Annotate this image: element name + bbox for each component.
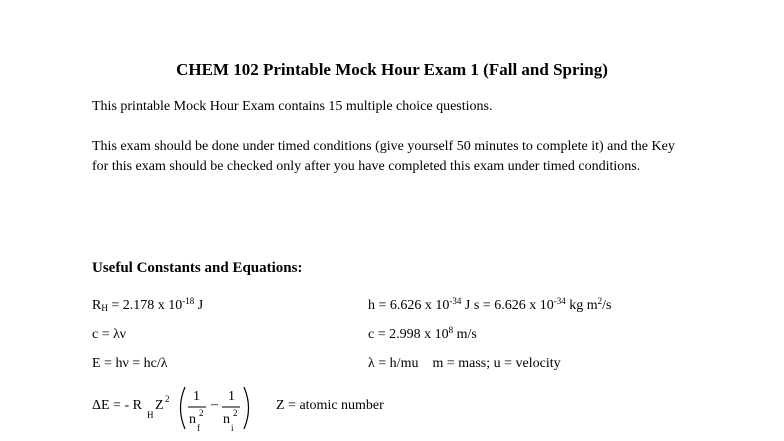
light-speed-exp: 8: [448, 325, 454, 335]
constants-heading: Useful Constants and Equations:: [92, 260, 303, 276]
fraction-2-n: n: [223, 412, 230, 427]
de-broglie-definition: m = mass; u = velocity: [432, 356, 561, 371]
wave-speed-equation: c = λν: [92, 327, 126, 342]
planck-part-4: /s: [602, 298, 612, 313]
planck-exp-3: 2: [597, 296, 603, 306]
light-speed-part-1: c = 2.998 x 10: [368, 327, 449, 342]
planck-exp-1: -34: [449, 296, 462, 306]
fraction-1-sq: 2: [199, 408, 204, 418]
fraction-2-sub-i: i: [231, 423, 234, 433]
planck-part-2: J s = 6.626 x 10: [461, 298, 554, 313]
rydberg-constant: [92, 298, 203, 314]
rydberg-sub: H: [101, 303, 108, 313]
rydberg-symbol: R: [92, 298, 102, 313]
rydberg-unit: J: [194, 298, 204, 313]
delta-e-z: Z: [155, 398, 164, 413]
de-broglie-formula: λ = h/mu: [368, 356, 419, 371]
speed-of-light: [368, 327, 477, 343]
instructions-paragraph: This exam should be done under timed conditions (give yourself 50 minutes to complete it) and the Key for this exam should be checked only after you have completed this exam under timed conditions.: [92, 139, 675, 174]
fraction-2-numerator: 1: [228, 389, 235, 404]
planck-constant: [368, 298, 611, 314]
page-title: CHEM 102 Printable Mock Hour Exam 1 (Fall and Spring): [176, 60, 608, 79]
fraction-minus: –: [211, 397, 218, 412]
rydberg-exponent: -18: [182, 296, 195, 306]
de-broglie-equation: [368, 356, 561, 372]
intro-paragraph: This printable Mock Hour Exam contains 15 multiple choice questions.: [92, 99, 493, 114]
delta-e-lhs-sub: H: [147, 410, 154, 420]
delta-e-z-exp: 2: [165, 394, 170, 404]
atomic-number-definition: Z = atomic number: [276, 398, 384, 413]
fraction-1-numerator: 1: [193, 389, 200, 404]
delta-e-equation: [92, 384, 262, 434]
fraction-2-sq: 2: [233, 408, 238, 418]
fraction-1-n: n: [189, 412, 196, 427]
planck-part-1: h = 6.626 x 10: [368, 298, 450, 313]
photon-energy-equation: E = hν = hc/λ: [92, 356, 168, 371]
rydberg-value: = 2.178 x 10: [107, 298, 183, 313]
light-speed-part-2: m/s: [453, 327, 477, 342]
planck-part-3: kg m: [565, 298, 598, 313]
planck-exp-2: -34: [553, 296, 566, 306]
fraction-1-sub-f: f: [197, 423, 200, 433]
delta-e-lhs: ΔE = - R: [92, 398, 142, 413]
